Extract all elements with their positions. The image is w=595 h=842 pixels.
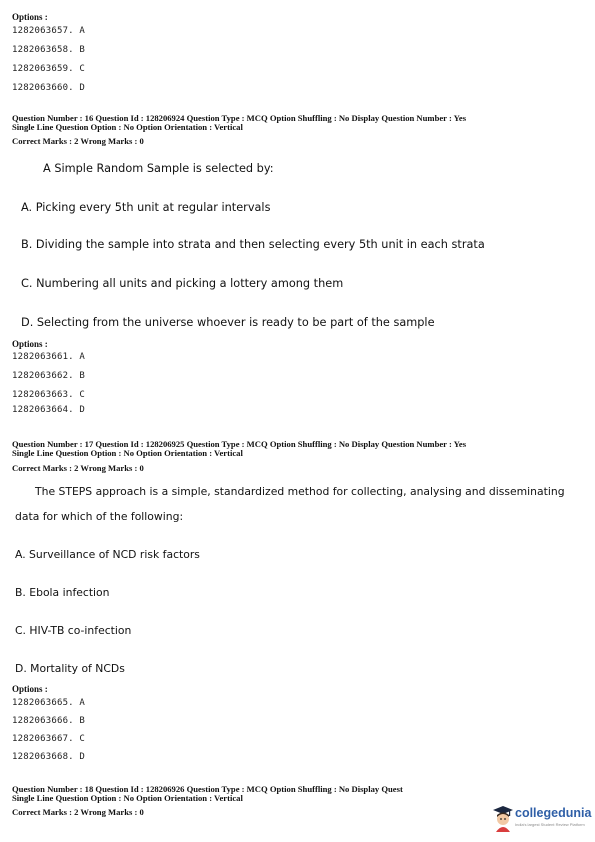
options-label: Options : [12, 684, 48, 694]
brand-tagline: India's largest Student Review Platform [515, 822, 585, 827]
question-marks: Correct Marks : 2 Wrong Marks : 0 [12, 136, 144, 146]
collegedunia-watermark [491, 803, 592, 833]
question-text: A Simple Random Sample is selected by: [43, 162, 274, 175]
option-code: 1282063664. D [12, 405, 86, 415]
question-meta: Single Line Question Option : No Option Orientation : Vertical [12, 122, 243, 132]
question-text: data for which of the following: [15, 510, 184, 523]
question-marks: Correct Marks : 2 Wrong Marks : 0 [12, 807, 144, 817]
option-code: 1282063667. C [12, 734, 86, 744]
answer-choice: C. Numbering all units and picking a lottery among them [21, 277, 344, 290]
answer-choice: B. Ebola infection [15, 586, 110, 599]
question-meta: Question Number : 16 Question Id : 128206924 Question Type : MCQ Option Shuffling : No Display Question Number : Yes [12, 113, 467, 123]
options-label: Options : [12, 12, 48, 22]
option-code: 1282063663. C [12, 390, 86, 400]
question-marks: Correct Marks : 2 Wrong Marks : 0 [12, 463, 144, 473]
option-code: 1282063658. B [12, 45, 86, 55]
answer-choice: B. Dividing the sample into strata and then selecting every 5th unit in each strata [21, 238, 485, 251]
option-code: 1282063662. B [12, 371, 86, 381]
option-code: 1282063665. A [12, 698, 86, 708]
option-code: 1282063666. B [12, 716, 86, 726]
option-code: 1282063661. A [12, 352, 86, 362]
question-meta: Question Number : 17 Question Id : 128206925 Question Type : MCQ Option Shuffling : No Display Question Number : Yes [12, 439, 467, 449]
option-code: 1282063660. D [12, 83, 86, 93]
options-label: Options : [12, 339, 48, 349]
question-meta: Question Number : 18 Question Id : 128206926 Question Type : MCQ Option Shuffling : No Display Quest [12, 784, 403, 794]
option-code: 1282063668. D [12, 752, 86, 762]
answer-choice: A. Surveillance of NCD risk factors [15, 548, 200, 561]
option-code: 1282063659. C [12, 64, 86, 74]
answer-choice: D. Mortality of NCDs [15, 662, 125, 675]
question-text: The STEPS approach is a simple, standardized method for collecting, analysing and disseminating [35, 485, 565, 498]
graduate-mascot-icon [492, 805, 514, 833]
answer-choice: D. Selecting from the universe whoever is ready to be part of the sample [21, 316, 435, 329]
answer-choice: C. HIV-TB co-infection [15, 624, 132, 637]
question-meta: Single Line Question Option : No Option Orientation : Vertical [12, 793, 243, 803]
option-code: 1282063657. A [12, 26, 86, 36]
brand-name: collegedunia [515, 806, 592, 820]
answer-choice: A. Picking every 5th unit at regular intervals [21, 201, 271, 214]
question-meta: Single Line Question Option : No Option Orientation : Vertical [12, 448, 243, 458]
